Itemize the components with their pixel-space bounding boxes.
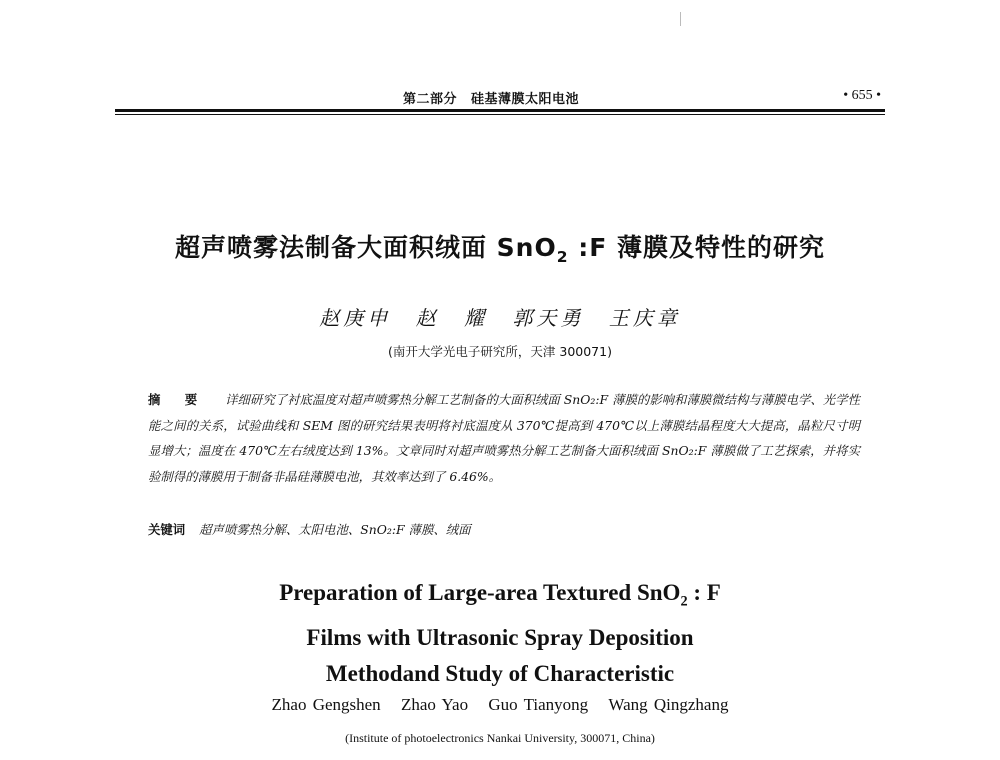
page-number: • 655 • <box>843 88 881 103</box>
title-en-line1-end: : F <box>687 580 721 605</box>
abstract-text: 详细研究了衬底温度对超声喷雾热分解工艺制备的大面积绒面 SnO₂:F 薄膜的影响和薄膜微结构与薄膜电学、光学性能之间的关系，试验曲线和 SEM 图的研究结果表明将衬底温度从 370℃提高到 470℃以上薄膜结晶程度大大提高，晶粒尺寸明显增大；温度在 470℃左右绒度达到 13%。文章同时对超声喷雾热分解工艺制备大面积绒面 SnO₂:F 薄膜做了工艺探索，并将实验制得的薄膜用于制备非晶硅薄膜电池，其效率达到了 6.46%。 <box>148 392 860 484</box>
keywords-text: 超声喷雾热分解、太阳电池、SnO₂:F 薄膜、绒面 <box>199 522 471 537</box>
abstract <box>148 387 860 489</box>
scan-mark <box>680 12 681 26</box>
section-title <box>403 88 579 107</box>
title-en-line3: Methodand Study of Characteristic <box>325 660 675 686</box>
abstract-label: 摘 要 <box>148 392 208 407</box>
header-rule-thick <box>115 109 885 112</box>
author-cn: 赵 耀 <box>415 306 488 330</box>
keywords <box>148 520 860 538</box>
author-en: Zhao Yao <box>400 695 469 714</box>
running-header <box>115 86 885 108</box>
authors-chinese <box>0 302 1000 331</box>
author-cn: 赵庚申 <box>319 306 392 330</box>
section-topic: 硅基薄膜太阳电池 <box>471 92 580 107</box>
author-en: Zhao Gengshen <box>271 695 381 714</box>
author-cn: 郭天勇 <box>512 306 585 330</box>
title-cn-part2: :F 薄膜及特性的研究 <box>568 233 826 262</box>
section-label: 第二部分 <box>403 92 458 107</box>
title-en-line1 <box>0 575 1000 620</box>
header-rule-thin <box>115 114 885 115</box>
title-cn-subscript: 2 <box>556 248 569 266</box>
keywords-label: 关键词 <box>148 522 186 537</box>
title-english <box>0 575 1000 692</box>
author-cn: 王庆章 <box>608 306 681 330</box>
title-cn-part1: 超声喷雾法制备大面积绒面 SnO <box>174 233 557 262</box>
title-en-line1-text: Preparation of Large-area Textured SnO <box>279 580 681 605</box>
author-en: Guo Tianyong <box>488 695 589 714</box>
title-chinese <box>0 228 1000 266</box>
authors-english <box>0 695 1000 715</box>
author-en: Wang Qingzhang <box>608 695 729 714</box>
title-en-line2: Films with Ultrasonic Spray Deposition <box>306 624 694 650</box>
title-en-subscript: 2 <box>680 593 688 610</box>
affiliation-english: (Institute of photoelectronics Nankai University, 300071, China) <box>345 731 655 745</box>
affiliation-chinese: (南开大学光电子研究所，天津 300071) <box>388 344 612 359</box>
